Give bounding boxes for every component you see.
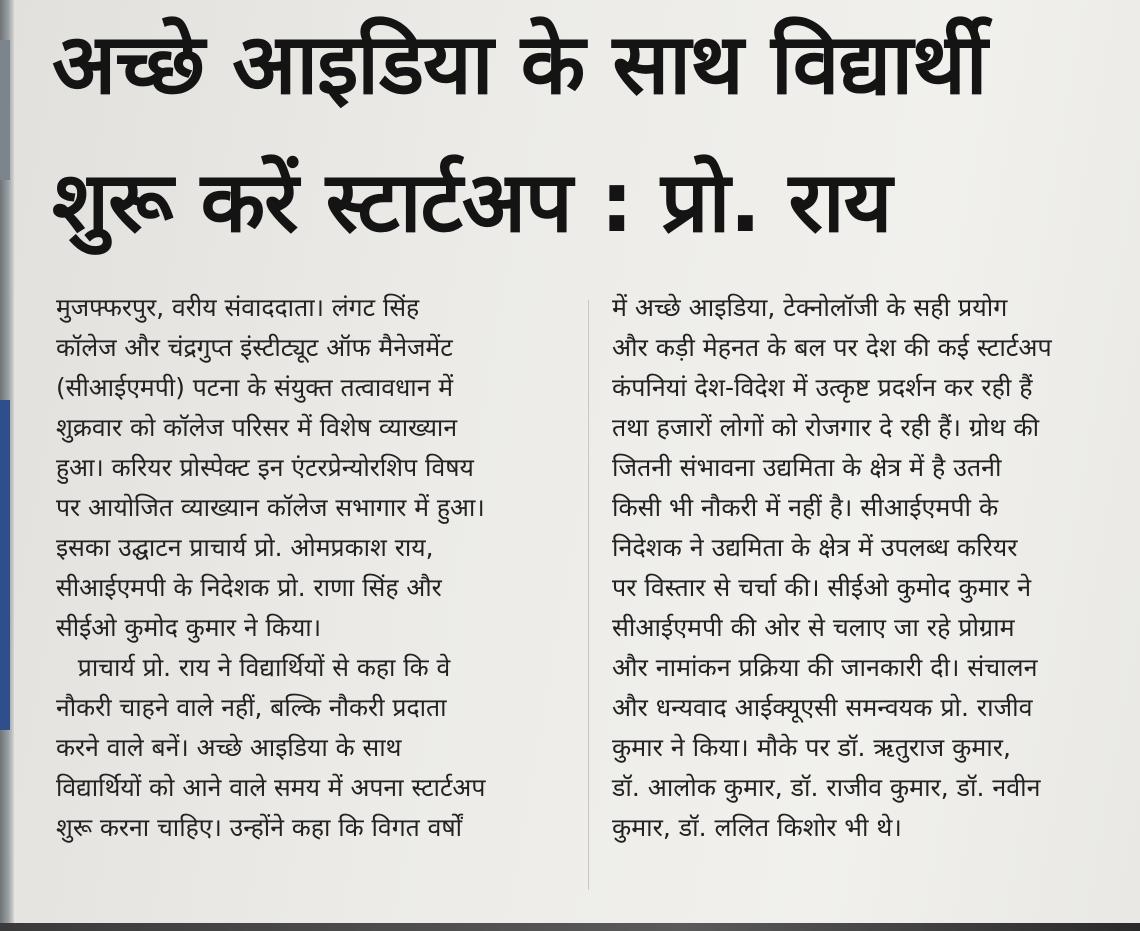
left-line: सीईओ कुमोद कुमार ने किया। xyxy=(56,613,322,642)
right-line: और धन्यवाद आईक्यूएसी समन्वयक प्रो. राजीव xyxy=(612,693,1033,722)
left-line: इसका उद्घाटन प्राचार्य प्रो. ओमप्रकाश राय, xyxy=(56,533,434,562)
left-line: कॉलेज और चंद्रगुप्त इंस्टीट्यूट ऑफ मैनेजमेंट xyxy=(56,333,453,362)
left-line: (सीआईएमपी) पटना के संयुक्त तत्वावधान में xyxy=(56,373,454,402)
left-line: नौकरी चाहने वाले नहीं, बल्कि नौकरी प्रदाता xyxy=(56,693,447,722)
bottom-edge-shadow xyxy=(0,923,1140,931)
left-line: हुआ। करियर प्रोस्पेक्ट इन एंटरप्रेन्योरशिप विषय xyxy=(56,453,474,482)
right-line: में अच्छे आइडिया, टेक्नोलॉजी के सही प्रयोग xyxy=(612,293,1008,322)
right-line: पर विस्तार से चर्चा की। सीईओ कुमोद कुमार ने xyxy=(612,573,1032,602)
left-line: प्राचार्य प्रो. राय ने विद्यार्थियों से कहा कि वे xyxy=(77,653,451,682)
left-line: विद्यार्थियों को आने वाले समय में अपना स्टार्टअप xyxy=(56,773,486,802)
page-edge xyxy=(0,0,14,931)
edge-strip-gray xyxy=(0,40,10,180)
left-line: पर आयोजित व्याख्यान कॉलेज सभागार में हुआ। xyxy=(56,493,485,522)
right-line: डॉ. आलोक कुमार, डॉ. राजीव कुमार, डॉ. नवीन xyxy=(612,773,1041,802)
right-line: और कड़ी मेहनत के बल पर देश की कई स्टार्टअप xyxy=(612,333,1052,362)
right-line: सीआईएमपी की ओर से चलाए जा रहे प्रोग्राम xyxy=(612,613,1015,642)
right-line: और नामांकन प्रक्रिया की जानकारी दी। संचालन xyxy=(612,653,1038,682)
headline-line-1: अच्छे आइडिया के साथ विद्यार्थी xyxy=(52,15,987,113)
edge-strip-blue xyxy=(0,400,10,730)
right-line: किसी भी नौकरी में नहीं है। सीआईएमपी के xyxy=(612,493,999,522)
left-line: सीआईएमपी के निदेशक प्रो. राणा सिंह और xyxy=(56,573,442,602)
article-column-right xyxy=(612,288,1122,848)
left-line: मुजफ्फरपुर, वरीय संवाददाता। लंगट सिंह xyxy=(56,293,420,322)
right-line: निदेशक ने उद्यमिता के क्षेत्र में उपलब्ध करियर xyxy=(612,533,1018,562)
left-line: शुक्रवार को कॉलेज परिसर में विशेष व्याख्यान xyxy=(56,413,458,442)
headline-line-2: शुरू करें स्टार्टअप : प्रो. राय xyxy=(52,153,892,251)
right-line: कंपनियां देश-विदेश में उत्कृष्ट प्रदर्शन कर रही हैं xyxy=(612,373,1033,402)
left-line: करने वाले बनें। अच्छे आइडिया के साथ xyxy=(56,733,402,762)
column-divider xyxy=(588,300,589,890)
article-column-left xyxy=(56,288,576,848)
right-line: जितनी संभावना उद्यमिता के क्षेत्र में है उतनी xyxy=(612,453,1002,482)
right-line: तथा हजारों लोगों को रोजगार दे रही हैं। ग्रोथ की xyxy=(612,413,1040,442)
left-line: शुरू करना चाहिए। उन्होंने कहा कि विगत वर्षों xyxy=(56,813,463,842)
right-line: कुमार ने किया। मौके पर डॉ. ऋतुराज कुमार, xyxy=(612,733,1011,762)
right-line: कुमार, डॉ. ललित किशोर भी थे। xyxy=(612,813,902,842)
